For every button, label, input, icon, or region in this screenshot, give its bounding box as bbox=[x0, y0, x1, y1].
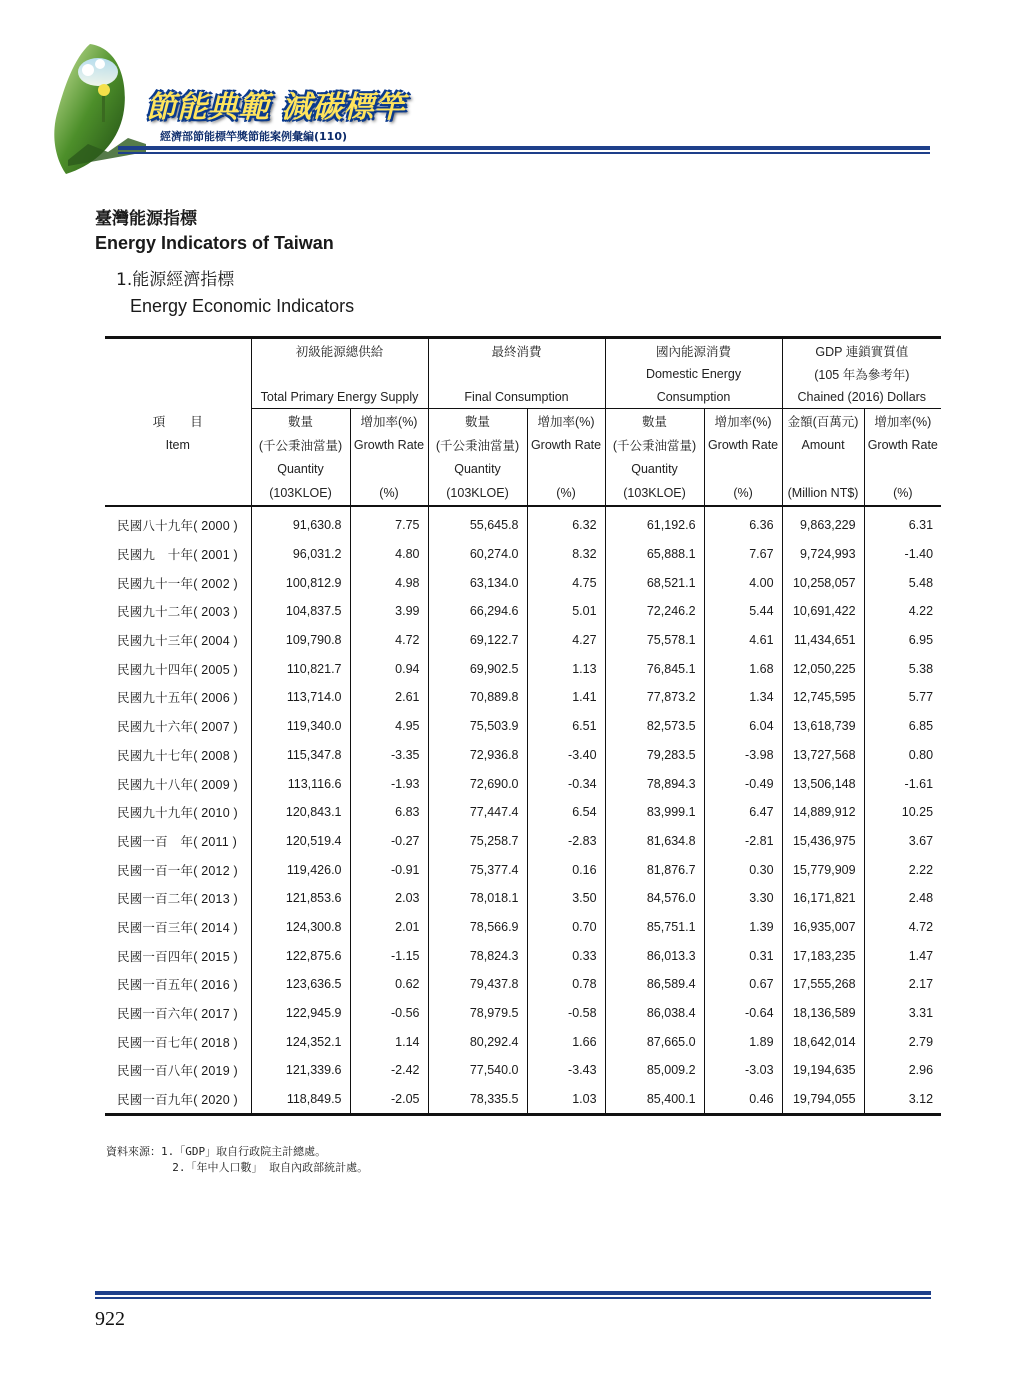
domestic-growth: 5.44 bbox=[704, 597, 782, 626]
row-item: 民國九十五年( 2006 ) bbox=[117, 691, 238, 706]
gdp-amount: 16,171,821 bbox=[782, 884, 864, 913]
domestic-growth: -0.49 bbox=[704, 769, 782, 798]
table-row bbox=[105, 970, 941, 999]
brand-subtitle: 經濟部節能標竿獎節能案例彙編(110) bbox=[160, 130, 348, 143]
row-item: 民國九十六年( 2007 ) bbox=[117, 720, 238, 735]
row-item: 民國九十一年( 2002 ) bbox=[117, 576, 238, 591]
tpes-growth: 4.95 bbox=[350, 712, 428, 741]
brand-title: 節能典範 減碳標竿 bbox=[146, 90, 406, 125]
table-row bbox=[105, 1027, 941, 1056]
row-item: 民國九 十年( 2001 ) bbox=[117, 548, 238, 563]
domestic-quantity: 81,876.7 bbox=[605, 855, 704, 884]
tpes-growth: 2.01 bbox=[350, 913, 428, 942]
gdp-amount: 18,136,589 bbox=[782, 999, 864, 1028]
domestic-growth: -3.03 bbox=[704, 1056, 782, 1085]
header-rule bbox=[118, 146, 930, 150]
gdp-growth: 6.95 bbox=[864, 626, 941, 655]
col-header-pct: (%) bbox=[864, 481, 941, 506]
col-header-amount-en: Amount bbox=[782, 433, 864, 457]
table-row bbox=[105, 568, 941, 597]
gdp-amount: 14,889,912 bbox=[782, 798, 864, 827]
final-quantity: 69,902.5 bbox=[428, 654, 527, 683]
gdp-amount: 19,194,635 bbox=[782, 1056, 864, 1085]
final-quantity: 75,377.4 bbox=[428, 855, 527, 884]
gdp-amount: 10,691,422 bbox=[782, 597, 864, 626]
tpes-growth: 4.80 bbox=[350, 540, 428, 569]
table-row bbox=[105, 827, 941, 856]
row-item: 民國九十八年( 2009 ) bbox=[117, 777, 238, 792]
col-header-amount-unit: (Million NT$) bbox=[782, 481, 864, 506]
domestic-growth: -2.81 bbox=[704, 827, 782, 856]
gdp-growth: 2.17 bbox=[864, 970, 941, 999]
header-blank bbox=[105, 338, 251, 363]
domestic-quantity: 84,576.0 bbox=[605, 884, 704, 913]
domestic-quantity: 65,888.1 bbox=[605, 540, 704, 569]
group-header-en2: Final Consumption bbox=[428, 385, 605, 409]
gdp-growth: -1.61 bbox=[864, 769, 941, 798]
table-row bbox=[105, 1085, 941, 1115]
table-row bbox=[105, 540, 941, 569]
header-blank bbox=[105, 457, 251, 481]
tpes-growth: -1.15 bbox=[350, 941, 428, 970]
row-item: 民國一百四年( 2015 ) bbox=[117, 949, 238, 964]
header-rule-thin bbox=[118, 152, 930, 154]
final-quantity: 55,645.8 bbox=[428, 506, 527, 540]
row-item: 民國一百五年( 2016 ) bbox=[117, 978, 238, 993]
col-header-unit: (103KLOE) bbox=[428, 481, 527, 506]
domestic-quantity: 82,573.5 bbox=[605, 712, 704, 741]
gdp-amount: 10,258,057 bbox=[782, 568, 864, 597]
col-header-qty-unit: (千公秉油當量) bbox=[251, 433, 350, 457]
col-header-amount: 金額(百萬元) bbox=[782, 409, 864, 434]
domestic-growth: 1.89 bbox=[704, 1027, 782, 1056]
domestic-growth: 0.46 bbox=[704, 1085, 782, 1115]
col-header-qty: 數量 bbox=[605, 409, 704, 434]
source-note-2: 2.「年中人口數」 取自內政部統計處。 bbox=[106, 1161, 369, 1174]
table-row bbox=[105, 884, 941, 913]
col-header-growth: Growth Rate bbox=[704, 433, 782, 457]
final-quantity: 60,274.0 bbox=[428, 540, 527, 569]
row-item: 民國一百八年( 2019 ) bbox=[117, 1064, 238, 1079]
domestic-growth: 1.39 bbox=[704, 913, 782, 942]
domestic-quantity: 61,192.6 bbox=[605, 506, 704, 540]
tpes-growth: -0.91 bbox=[350, 855, 428, 884]
group-header-en2: Consumption bbox=[605, 385, 782, 409]
gdp-growth: 0.80 bbox=[864, 741, 941, 770]
col-header-pct: (%) bbox=[527, 481, 605, 506]
group-header-en2: Total Primary Energy Supply bbox=[251, 385, 428, 409]
col-header-qty-unit: (千公秉油當量) bbox=[605, 433, 704, 457]
col-header-pct: (%) bbox=[350, 481, 428, 506]
tpes-quantity: 120,519.4 bbox=[251, 827, 350, 856]
final-growth: 1.03 bbox=[527, 1085, 605, 1115]
gdp-amount: 15,779,909 bbox=[782, 855, 864, 884]
group-header-en1 bbox=[428, 362, 605, 385]
final-growth: 1.66 bbox=[527, 1027, 605, 1056]
tpes-quantity: 104,837.5 bbox=[251, 597, 350, 626]
domestic-quantity: 72,246.2 bbox=[605, 597, 704, 626]
section-title-zh: 臺灣能源指標 bbox=[95, 209, 197, 229]
row-item: 民國九十三年( 2004 ) bbox=[117, 634, 238, 649]
group-header-en2: Chained (2016) Dollars bbox=[782, 385, 941, 409]
row-item: 民國九十九年( 2010 ) bbox=[117, 806, 238, 821]
tpes-quantity: 109,790.8 bbox=[251, 626, 350, 655]
group-header-zh: 初級能源總供給 bbox=[251, 338, 428, 363]
group-header-en1: Domestic Energy bbox=[605, 362, 782, 385]
final-quantity: 78,566.9 bbox=[428, 913, 527, 942]
final-growth: 1.41 bbox=[527, 683, 605, 712]
gdp-growth: 3.67 bbox=[864, 827, 941, 856]
final-quantity: 77,540.0 bbox=[428, 1056, 527, 1085]
domestic-growth: -0.64 bbox=[704, 999, 782, 1028]
domestic-growth: 0.30 bbox=[704, 855, 782, 884]
tpes-quantity: 124,300.8 bbox=[251, 913, 350, 942]
tpes-growth: 3.99 bbox=[350, 597, 428, 626]
header-blank bbox=[350, 457, 428, 481]
final-quantity: 80,292.4 bbox=[428, 1027, 527, 1056]
domestic-quantity: 81,634.8 bbox=[605, 827, 704, 856]
tpes-growth: -2.05 bbox=[350, 1085, 428, 1115]
gdp-growth: 2.79 bbox=[864, 1027, 941, 1056]
row-item: 民國一百二年( 2013 ) bbox=[117, 892, 238, 907]
col-header-growth: Growth Rate bbox=[350, 433, 428, 457]
final-quantity: 78,824.3 bbox=[428, 941, 527, 970]
gdp-growth: 5.77 bbox=[864, 683, 941, 712]
col-header-rate: 增加率(%) bbox=[350, 409, 428, 434]
domestic-quantity: 77,873.2 bbox=[605, 683, 704, 712]
gdp-amount: 17,183,235 bbox=[782, 941, 864, 970]
row-item: 民國一百九年( 2020 ) bbox=[117, 1093, 238, 1108]
domestic-quantity: 85,751.1 bbox=[605, 913, 704, 942]
row-item: 民國九十四年( 2005 ) bbox=[117, 662, 238, 677]
col-header-quantity: Quantity bbox=[605, 457, 704, 481]
domestic-quantity: 76,845.1 bbox=[605, 654, 704, 683]
table-row bbox=[105, 941, 941, 970]
final-growth: 4.27 bbox=[527, 626, 605, 655]
final-growth: 3.50 bbox=[527, 884, 605, 913]
table-body bbox=[105, 506, 941, 1115]
gdp-amount: 16,935,007 bbox=[782, 913, 864, 942]
tpes-quantity: 115,347.8 bbox=[251, 741, 350, 770]
tpes-quantity: 100,812.9 bbox=[251, 568, 350, 597]
final-quantity: 63,134.0 bbox=[428, 568, 527, 597]
tpes-quantity: 118,849.5 bbox=[251, 1085, 350, 1115]
gdp-amount: 9,863,229 bbox=[782, 506, 864, 540]
table-row bbox=[105, 712, 941, 741]
tpes-quantity: 121,853.6 bbox=[251, 884, 350, 913]
gdp-growth: 4.72 bbox=[864, 913, 941, 942]
group-header-zh: GDP 連鎖實質值 bbox=[782, 338, 941, 363]
gdp-amount: 11,434,651 bbox=[782, 626, 864, 655]
header-blank bbox=[105, 481, 251, 506]
group-header-zh: 國內能源消費 bbox=[605, 338, 782, 363]
row-item: 民國一百三年( 2014 ) bbox=[117, 920, 238, 935]
item-header-zh: 項 目 bbox=[152, 414, 203, 429]
gdp-growth: 5.48 bbox=[864, 568, 941, 597]
final-quantity: 75,503.9 bbox=[428, 712, 527, 741]
row-item: 民國九十七年( 2008 ) bbox=[117, 748, 238, 763]
gdp-growth: 6.31 bbox=[864, 506, 941, 540]
header-blank bbox=[105, 362, 251, 385]
tpes-growth: 7.75 bbox=[350, 506, 428, 540]
col-header-qty: 數量 bbox=[251, 409, 350, 434]
tpes-quantity: 119,426.0 bbox=[251, 855, 350, 884]
domestic-growth: 1.34 bbox=[704, 683, 782, 712]
col-header-rate: 增加率(%) bbox=[527, 409, 605, 434]
table-row bbox=[105, 798, 941, 827]
group-header-en1: (105 年為參考年) bbox=[782, 362, 941, 385]
tpes-quantity: 121,339.6 bbox=[251, 1056, 350, 1085]
gdp-amount: 9,724,993 bbox=[782, 540, 864, 569]
item-header-en: Item bbox=[165, 438, 190, 452]
tpes-quantity: 110,821.7 bbox=[251, 654, 350, 683]
table-row bbox=[105, 913, 941, 942]
header-blank bbox=[704, 457, 782, 481]
final-quantity: 78,335.5 bbox=[428, 1085, 527, 1115]
page-number: 922 bbox=[95, 1308, 125, 1330]
domestic-quantity: 85,400.1 bbox=[605, 1085, 704, 1115]
gdp-amount: 12,050,225 bbox=[782, 654, 864, 683]
final-growth: -0.58 bbox=[527, 999, 605, 1028]
final-growth: -3.43 bbox=[527, 1056, 605, 1085]
tpes-quantity: 119,340.0 bbox=[251, 712, 350, 741]
domestic-growth: 0.31 bbox=[704, 941, 782, 970]
domestic-growth: 6.36 bbox=[704, 506, 782, 540]
energy-indicators-table bbox=[105, 336, 941, 1116]
gdp-growth: 4.22 bbox=[864, 597, 941, 626]
subsection-title-en: Energy Economic Indicators bbox=[130, 296, 355, 316]
tpes-quantity: 122,875.6 bbox=[251, 941, 350, 970]
final-growth: 0.16 bbox=[527, 855, 605, 884]
final-quantity: 72,936.8 bbox=[428, 741, 527, 770]
row-item: 民國一百 年( 2011 ) bbox=[117, 834, 237, 849]
tpes-growth: 2.03 bbox=[350, 884, 428, 913]
tpes-growth: -2.42 bbox=[350, 1056, 428, 1085]
col-header-rate: 增加率(%) bbox=[704, 409, 782, 434]
final-quantity: 77,447.4 bbox=[428, 798, 527, 827]
final-quantity: 78,979.5 bbox=[428, 999, 527, 1028]
col-header-unit: (103KLOE) bbox=[251, 481, 350, 506]
final-growth: -3.40 bbox=[527, 741, 605, 770]
header-blank bbox=[105, 385, 251, 409]
col-header-rate: 增加率(%) bbox=[864, 409, 941, 434]
tpes-quantity: 91,630.8 bbox=[251, 506, 350, 540]
section-title-en: Energy Indicators of Taiwan bbox=[95, 233, 334, 253]
final-growth: 6.51 bbox=[527, 712, 605, 741]
gdp-growth: 1.47 bbox=[864, 941, 941, 970]
table-row bbox=[105, 741, 941, 770]
row-item: 民國九十二年( 2003 ) bbox=[117, 605, 238, 620]
final-growth: 6.32 bbox=[527, 506, 605, 540]
domestic-quantity: 86,013.3 bbox=[605, 941, 704, 970]
domestic-quantity: 75,578.1 bbox=[605, 626, 704, 655]
tpes-quantity: 124,352.1 bbox=[251, 1027, 350, 1056]
table-row bbox=[105, 654, 941, 683]
gdp-growth: 3.12 bbox=[864, 1085, 941, 1115]
final-growth: 6.54 bbox=[527, 798, 605, 827]
final-growth: 8.32 bbox=[527, 540, 605, 569]
final-growth: 0.70 bbox=[527, 913, 605, 942]
table-row bbox=[105, 769, 941, 798]
col-header-unit: (103KLOE) bbox=[605, 481, 704, 506]
final-growth: 4.75 bbox=[527, 568, 605, 597]
final-quantity: 69,122.7 bbox=[428, 626, 527, 655]
domestic-growth: 0.67 bbox=[704, 970, 782, 999]
domestic-quantity: 86,589.4 bbox=[605, 970, 704, 999]
final-quantity: 75,258.7 bbox=[428, 827, 527, 856]
tpes-quantity: 120,843.1 bbox=[251, 798, 350, 827]
domestic-quantity: 83,999.1 bbox=[605, 798, 704, 827]
final-quantity: 72,690.0 bbox=[428, 769, 527, 798]
table-row bbox=[105, 1056, 941, 1085]
row-item: 民國八十九年( 2000 ) bbox=[117, 519, 238, 534]
tpes-quantity: 113,116.6 bbox=[251, 769, 350, 798]
domestic-growth: 6.47 bbox=[704, 798, 782, 827]
subsection-title-zh: 1.能源經濟指標 bbox=[116, 270, 235, 290]
col-header-qty-unit: (千公秉油當量) bbox=[428, 433, 527, 457]
gdp-growth: 10.25 bbox=[864, 798, 941, 827]
gdp-amount: 12,745,595 bbox=[782, 683, 864, 712]
col-header-growth: Growth Rate bbox=[864, 433, 941, 457]
header-blank bbox=[527, 457, 605, 481]
final-quantity: 78,018.1 bbox=[428, 884, 527, 913]
col-header-qty: 數量 bbox=[428, 409, 527, 434]
final-growth: 0.78 bbox=[527, 970, 605, 999]
gdp-growth: 3.31 bbox=[864, 999, 941, 1028]
final-growth: 1.13 bbox=[527, 654, 605, 683]
domestic-growth: 3.30 bbox=[704, 884, 782, 913]
col-header-growth: Growth Rate bbox=[527, 433, 605, 457]
col-header-pct: (%) bbox=[704, 481, 782, 506]
table-row bbox=[105, 855, 941, 884]
tpes-growth: -1.93 bbox=[350, 769, 428, 798]
gdp-amount: 15,436,975 bbox=[782, 827, 864, 856]
tpes-growth: 4.98 bbox=[350, 568, 428, 597]
gdp-growth: 6.85 bbox=[864, 712, 941, 741]
row-item: 民國一百一年( 2012 ) bbox=[117, 863, 238, 878]
domestic-quantity: 79,283.5 bbox=[605, 741, 704, 770]
domestic-growth: 1.68 bbox=[704, 654, 782, 683]
tpes-growth: 6.83 bbox=[350, 798, 428, 827]
tpes-growth: -0.56 bbox=[350, 999, 428, 1028]
gdp-amount: 18,642,014 bbox=[782, 1027, 864, 1056]
final-quantity: 79,437.8 bbox=[428, 970, 527, 999]
table-row bbox=[105, 597, 941, 626]
footer-rule bbox=[95, 1291, 931, 1295]
final-growth: -0.34 bbox=[527, 769, 605, 798]
row-item: 民國一百六年( 2017 ) bbox=[117, 1007, 238, 1022]
tpes-growth: 1.14 bbox=[350, 1027, 428, 1056]
final-quantity: 70,889.8 bbox=[428, 683, 527, 712]
tpes-growth: 4.72 bbox=[350, 626, 428, 655]
taiwan-leaf-logo bbox=[28, 40, 158, 180]
final-growth: 5.01 bbox=[527, 597, 605, 626]
tpes-quantity: 96,031.2 bbox=[251, 540, 350, 569]
gdp-growth: 5.38 bbox=[864, 654, 941, 683]
gdp-growth: 2.48 bbox=[864, 884, 941, 913]
tpes-quantity: 113,714.0 bbox=[251, 683, 350, 712]
tpes-growth: 2.61 bbox=[350, 683, 428, 712]
domestic-growth: 7.67 bbox=[704, 540, 782, 569]
source-note-1: 資料來源：1.「GDP」取自行政院主計總處。 bbox=[106, 1145, 327, 1158]
col-header-quantity: Quantity bbox=[428, 457, 527, 481]
gdp-amount: 13,727,568 bbox=[782, 741, 864, 770]
final-growth: -2.83 bbox=[527, 827, 605, 856]
footer-rule-thin bbox=[95, 1297, 931, 1299]
domestic-growth: 4.00 bbox=[704, 568, 782, 597]
domestic-quantity: 85,009.2 bbox=[605, 1056, 704, 1085]
tpes-quantity: 123,636.5 bbox=[251, 970, 350, 999]
tpes-growth: -0.27 bbox=[350, 827, 428, 856]
table-row bbox=[105, 626, 941, 655]
col-header-quantity: Quantity bbox=[251, 457, 350, 481]
header-blank bbox=[782, 457, 864, 481]
domestic-quantity: 78,894.3 bbox=[605, 769, 704, 798]
gdp-growth: -1.40 bbox=[864, 540, 941, 569]
domestic-quantity: 68,521.1 bbox=[605, 568, 704, 597]
domestic-growth: 6.04 bbox=[704, 712, 782, 741]
gdp-amount: 13,618,739 bbox=[782, 712, 864, 741]
table-row bbox=[105, 683, 941, 712]
row-item: 民國一百七年( 2018 ) bbox=[117, 1035, 238, 1050]
domestic-quantity: 86,038.4 bbox=[605, 999, 704, 1028]
tpes-quantity: 122,945.9 bbox=[251, 999, 350, 1028]
gdp-amount: 17,555,268 bbox=[782, 970, 864, 999]
final-quantity: 66,294.6 bbox=[428, 597, 527, 626]
domestic-quantity: 87,665.0 bbox=[605, 1027, 704, 1056]
domestic-growth: 4.61 bbox=[704, 626, 782, 655]
gdp-growth: 2.96 bbox=[864, 1056, 941, 1085]
tpes-growth: -3.35 bbox=[350, 741, 428, 770]
tpes-growth: 0.94 bbox=[350, 654, 428, 683]
gdp-amount: 13,506,148 bbox=[782, 769, 864, 798]
header-blank bbox=[864, 457, 941, 481]
table-row bbox=[105, 999, 941, 1028]
gdp-growth: 2.22 bbox=[864, 855, 941, 884]
gdp-amount: 19,794,055 bbox=[782, 1085, 864, 1115]
table-row bbox=[105, 506, 941, 540]
domestic-growth: -3.98 bbox=[704, 741, 782, 770]
final-growth: 0.33 bbox=[527, 941, 605, 970]
group-header-en1 bbox=[251, 362, 428, 385]
group-header-zh: 最終消費 bbox=[428, 338, 605, 363]
tpes-growth: 0.62 bbox=[350, 970, 428, 999]
